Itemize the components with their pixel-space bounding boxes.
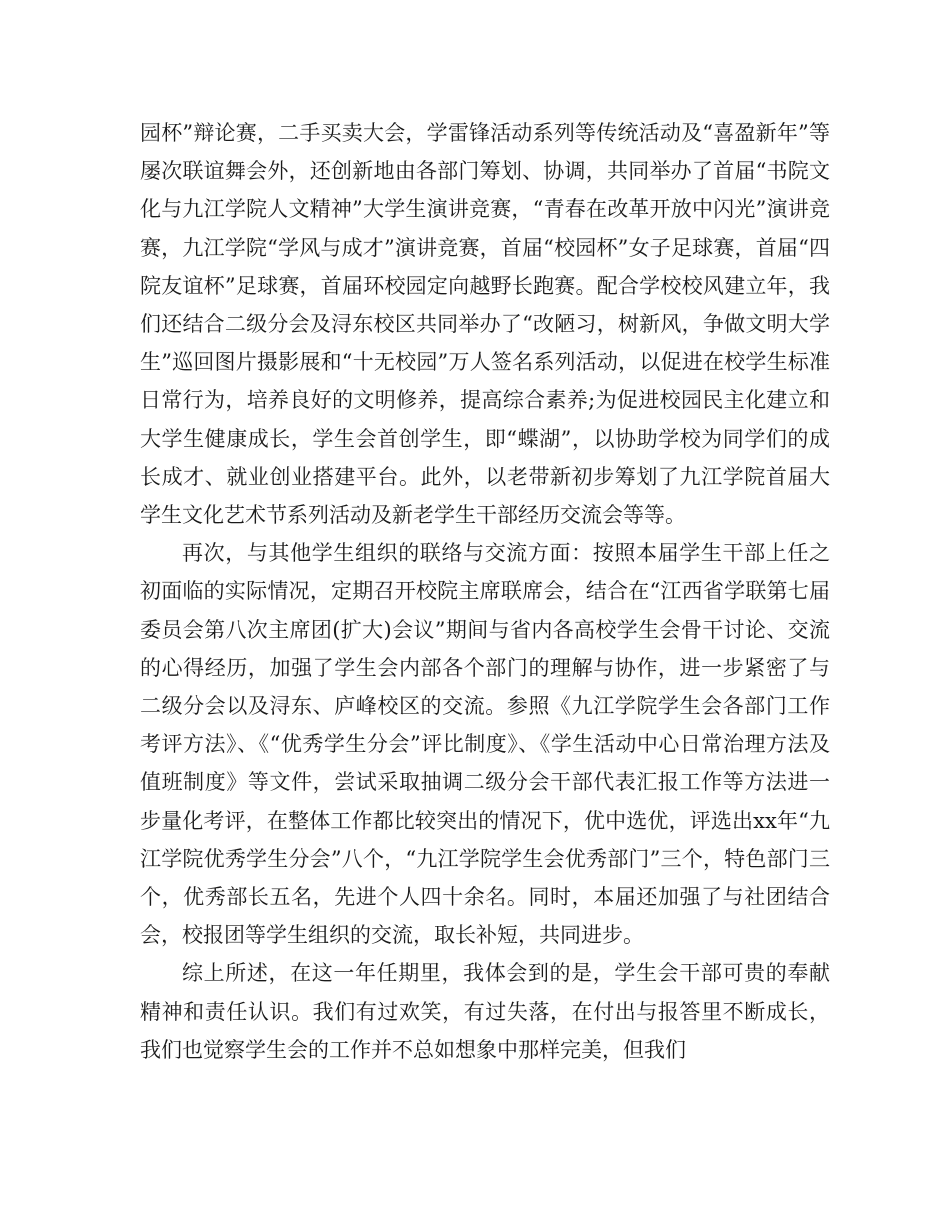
paragraph-activities: 园杯”辩论赛，二手买卖大会，学雷锋活动系列等传统活动及“喜盈新年”等屡次联谊舞会外，还创新地由各部门筹划、协调，共同举办了首届“书院文化与九江学院人文精神”大学生演讲竞赛，“青春在改革开放中闪光”演讲竞赛，九江学院“学风与成才”演讲竞赛，首届“校园杯”女子足球赛，首届“四院友谊杯”足球赛，首届环校园定向越野长跑赛。配合学校校风建立年，我们还结合二级分会及浔东校区共同举办了“改陋习，树新风，争做文明大学生”巡回图片摄影展和“十无校园”万人签名系列活动，以促进在校学生标准日常行为，培养良好的文明修养，提高综合素养;为促进校园民主化建立和大学生健康成长，学生会首创学生，即“蝶湖”，以协助学校为同学们的成长成才、就业创业搭建平台。此外，以老带新初步筹划了九江学院首届大学生文化艺术节系列活动及新老学生干部经历交流会等等。 (140, 121, 830, 528)
paragraph-exchange: 再次，与其他学生组织的联络与交流方面：按照本届学生干部上任之初面临的实际情况，定期召开校院主席联席会，结合在“江西省学联第七届委员会第八次主席团(扩大)会议”期间与省内各高校学生会骨干讨论、交流的心得经历，加强了学生会内部各个部门的理解与协作，进一步紧密了与二级分会以及浔东、庐峰校区的交流。参照《九江学院学生会各部门工作考评方法》、《“优秀学生分会”评比制度》、《学生活动中心日常治理方法及值班制度》等文件，尝试采取抽调二级分会干部代表汇报工作等方法进一步量化考评，在整体工作都比较突出的情况下，优中选优，评选出xx年“九江学院优秀学生分会”八个，“九江学院学生会优秀部门”三个，特色部门三个，优秀部长五名，先进个人四十余名。同时，本届还加强了与社团结合会，校报团等学生组织的交流，取长补短，共同进步。 (140, 541, 830, 948)
document-page (140, 114, 830, 1069)
paragraph-summary: 综上所述，在这一年任期里，我体会到的是，学生会干部可贵的奉献精神和责任认识。我们有过欢笑，有过失落，在付出与报答里不断成长，我们也觉察学生会的工作并不总如想象中那样完美，但我们 (140, 961, 830, 1062)
